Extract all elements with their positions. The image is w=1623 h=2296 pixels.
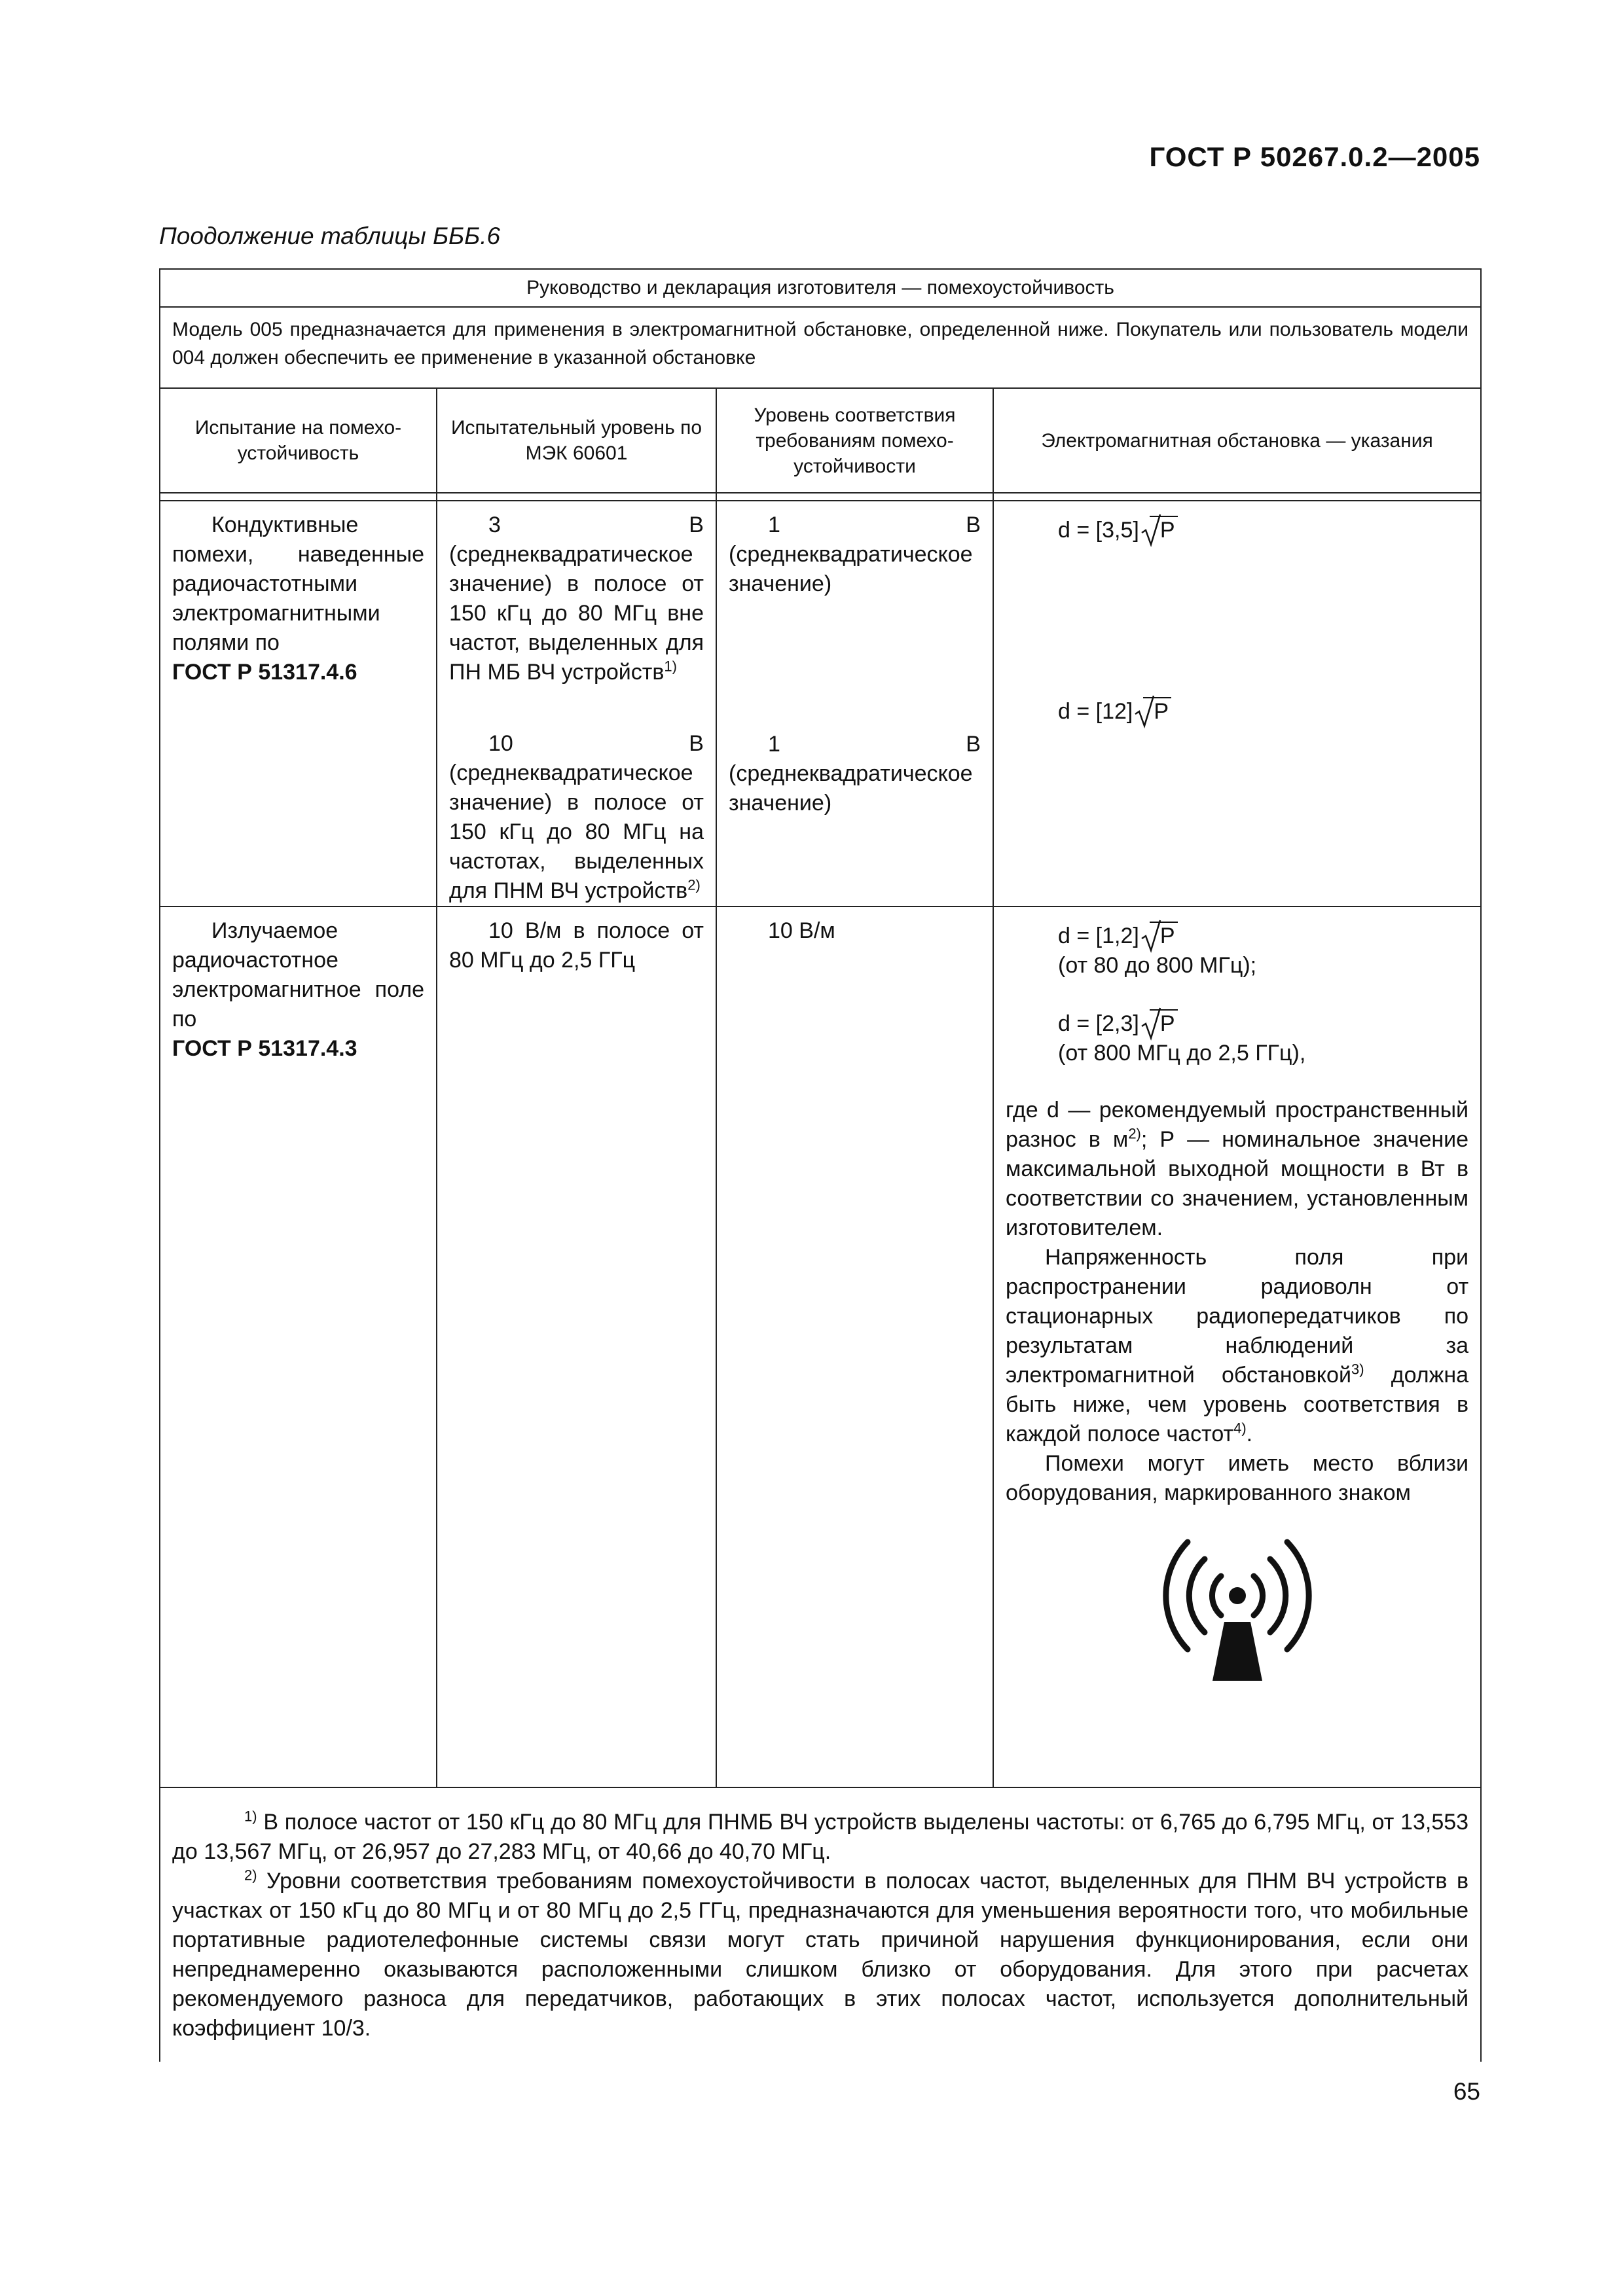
- table-continuation-label: Поодолжение таблицы БББ.6: [159, 223, 501, 249]
- square-root-icon: [1140, 1007, 1167, 1041]
- table-row: [160, 501, 1481, 906]
- compliance-cell: [716, 501, 993, 906]
- square-root-icon: [1140, 919, 1167, 953]
- compliance-cell: [716, 906, 993, 1787]
- page-number: 65: [1453, 2078, 1480, 2105]
- footnote: $^{2)}$ Уровни соответствия требованиям помехоустойчивости в полосах частот, выделенных для ПНМ ВЧ устройств в участках от 150 кГц до 80 МГц и от 80 МГц до 2,5 ГГц, предназначаются для уменьшения вероятности того, что мобильные портативные радиотелефонные системы связи могут стать причиной нарушения функционирования, если они непреднамеренно оказываются расположенными слишком близко от оборудования. Для этого при расчетах рекомендуемого разноса для передатчиков, работающих в этих полосах частот, используется дополнительный коэффициент 10/3.: [172, 1867, 1469, 2041]
- table-caption: Руководство и декларация изготовителя — помехоустойчивость: [160, 269, 1481, 307]
- test-cell: [160, 906, 437, 1787]
- interference-text: Помехи могут иметь место вблизи оборудования, маркированного знаком: [1006, 1451, 1469, 1505]
- footnotes-row: [160, 1787, 1481, 2062]
- environment-cell: [993, 906, 1481, 1787]
- column-header-compliance: Уровень соответствия требованиям помехо-устойчивости: [716, 388, 993, 493]
- test-level-cell: [437, 501, 716, 906]
- test-level-text: 3 В (среднеквадратическое значение) в полосе от 150 кГц до 80 МГц вне частот, выделенных для ПН МБ ВЧ устройств: [449, 512, 704, 685]
- footnote-ref: 2): [687, 876, 701, 893]
- footnote: $^{1)}$ В полосе частот от 150 кГц до 80 МГц для ПНМБ ВЧ устройств выделены частоты: от 6,765 до 6,795 МГц, от 13,553 до 13,567 МГц, от 26,957 до 27,283 МГц, от 40,66 до 40,70 МГц.: [172, 1808, 1469, 1864]
- standard-code: ГОСТ Р 50267.0.2—2005: [1149, 141, 1480, 172]
- compliance-text: 1 В (среднеквадратическое значение): [729, 512, 981, 596]
- test-standard: ГОСТ Р 51317.4.6: [172, 660, 357, 685]
- square-root-icon: [1134, 694, 1160, 728]
- test-cell: [160, 501, 437, 906]
- footnote-ref: 1): [664, 658, 677, 675]
- compliance-text: 1 В (среднеквадратическое значение): [729, 732, 981, 816]
- frequency-range: (от 80 до 800 МГц);: [1058, 953, 1257, 978]
- column-header-test: Испытание на помехо-устойчивость: [160, 388, 437, 493]
- header-separator: [160, 493, 1481, 501]
- test-standard: ГОСТ Р 51317.4.3: [172, 1036, 357, 1061]
- column-header-test-level: Испытательный уровень по МЭК 60601: [437, 388, 716, 493]
- table-intro: Модель 005 предназначается для применения в электромагнитной обстановке, определенной ниже. Покупатель или пользователь модели 004 должен обеспечить ее применение в указанной обстановке: [160, 307, 1481, 388]
- distance-formula: d = [3,5] P: [1006, 516, 1468, 545]
- test-level-text: 10 В (среднеквадратическое значение) в полосе от 150 кГц до 80 МГц на частотах, выделенных для ПНМ ВЧ устройств: [449, 731, 704, 903]
- footnotes-cell: [160, 1787, 1481, 2062]
- immunity-table: [159, 268, 1482, 2062]
- square-root-icon: [1140, 513, 1167, 547]
- test-description: Излучаемое радиочастотное электромагнитное поле по: [172, 918, 424, 1031]
- compliance-text: 10 В/м: [768, 918, 835, 943]
- test-description: Кондуктивные помехи, наведенные радиочастотными электромагнитными полями по: [172, 512, 424, 655]
- distance-formula: d = [2,3] P: [1006, 1009, 1468, 1039]
- table-row: [160, 906, 1481, 1787]
- environment-cell: [993, 501, 1481, 906]
- non-ionizing-radiation-icon: [1139, 1535, 1336, 1693]
- distance-formula: d = [12] P: [1006, 697, 1468, 726]
- column-header-environment: Электромагнитная обстановка — указания: [993, 388, 1481, 493]
- frequency-range: (от 800 МГц до 2,5 ГГц),: [1058, 1041, 1306, 1066]
- where-text: где d — рекомендуемый пространственный разнос в $м^{2)}$; Р — номинальное значение максимальной выходной мощности в Вт в соответствии со значением, установленным изготовителем.: [1006, 1098, 1469, 1240]
- field-strength-text: Напряженность поля при распространении радиоволн от стационарных радиопередатчиков по результатам наблюдений за электромагнитной обстановкой$^{3)}$ должна быть ниже, чем уровень соответствия в каждой полосе частот$^{4)}$.: [1006, 1245, 1469, 1446]
- distance-formula: d = [1,2] P: [1006, 922, 1468, 951]
- test-level-text: 10 В/м в полосе от 80 МГц до 2,5 ГГц: [449, 918, 704, 973]
- test-level-cell: [437, 906, 716, 1787]
